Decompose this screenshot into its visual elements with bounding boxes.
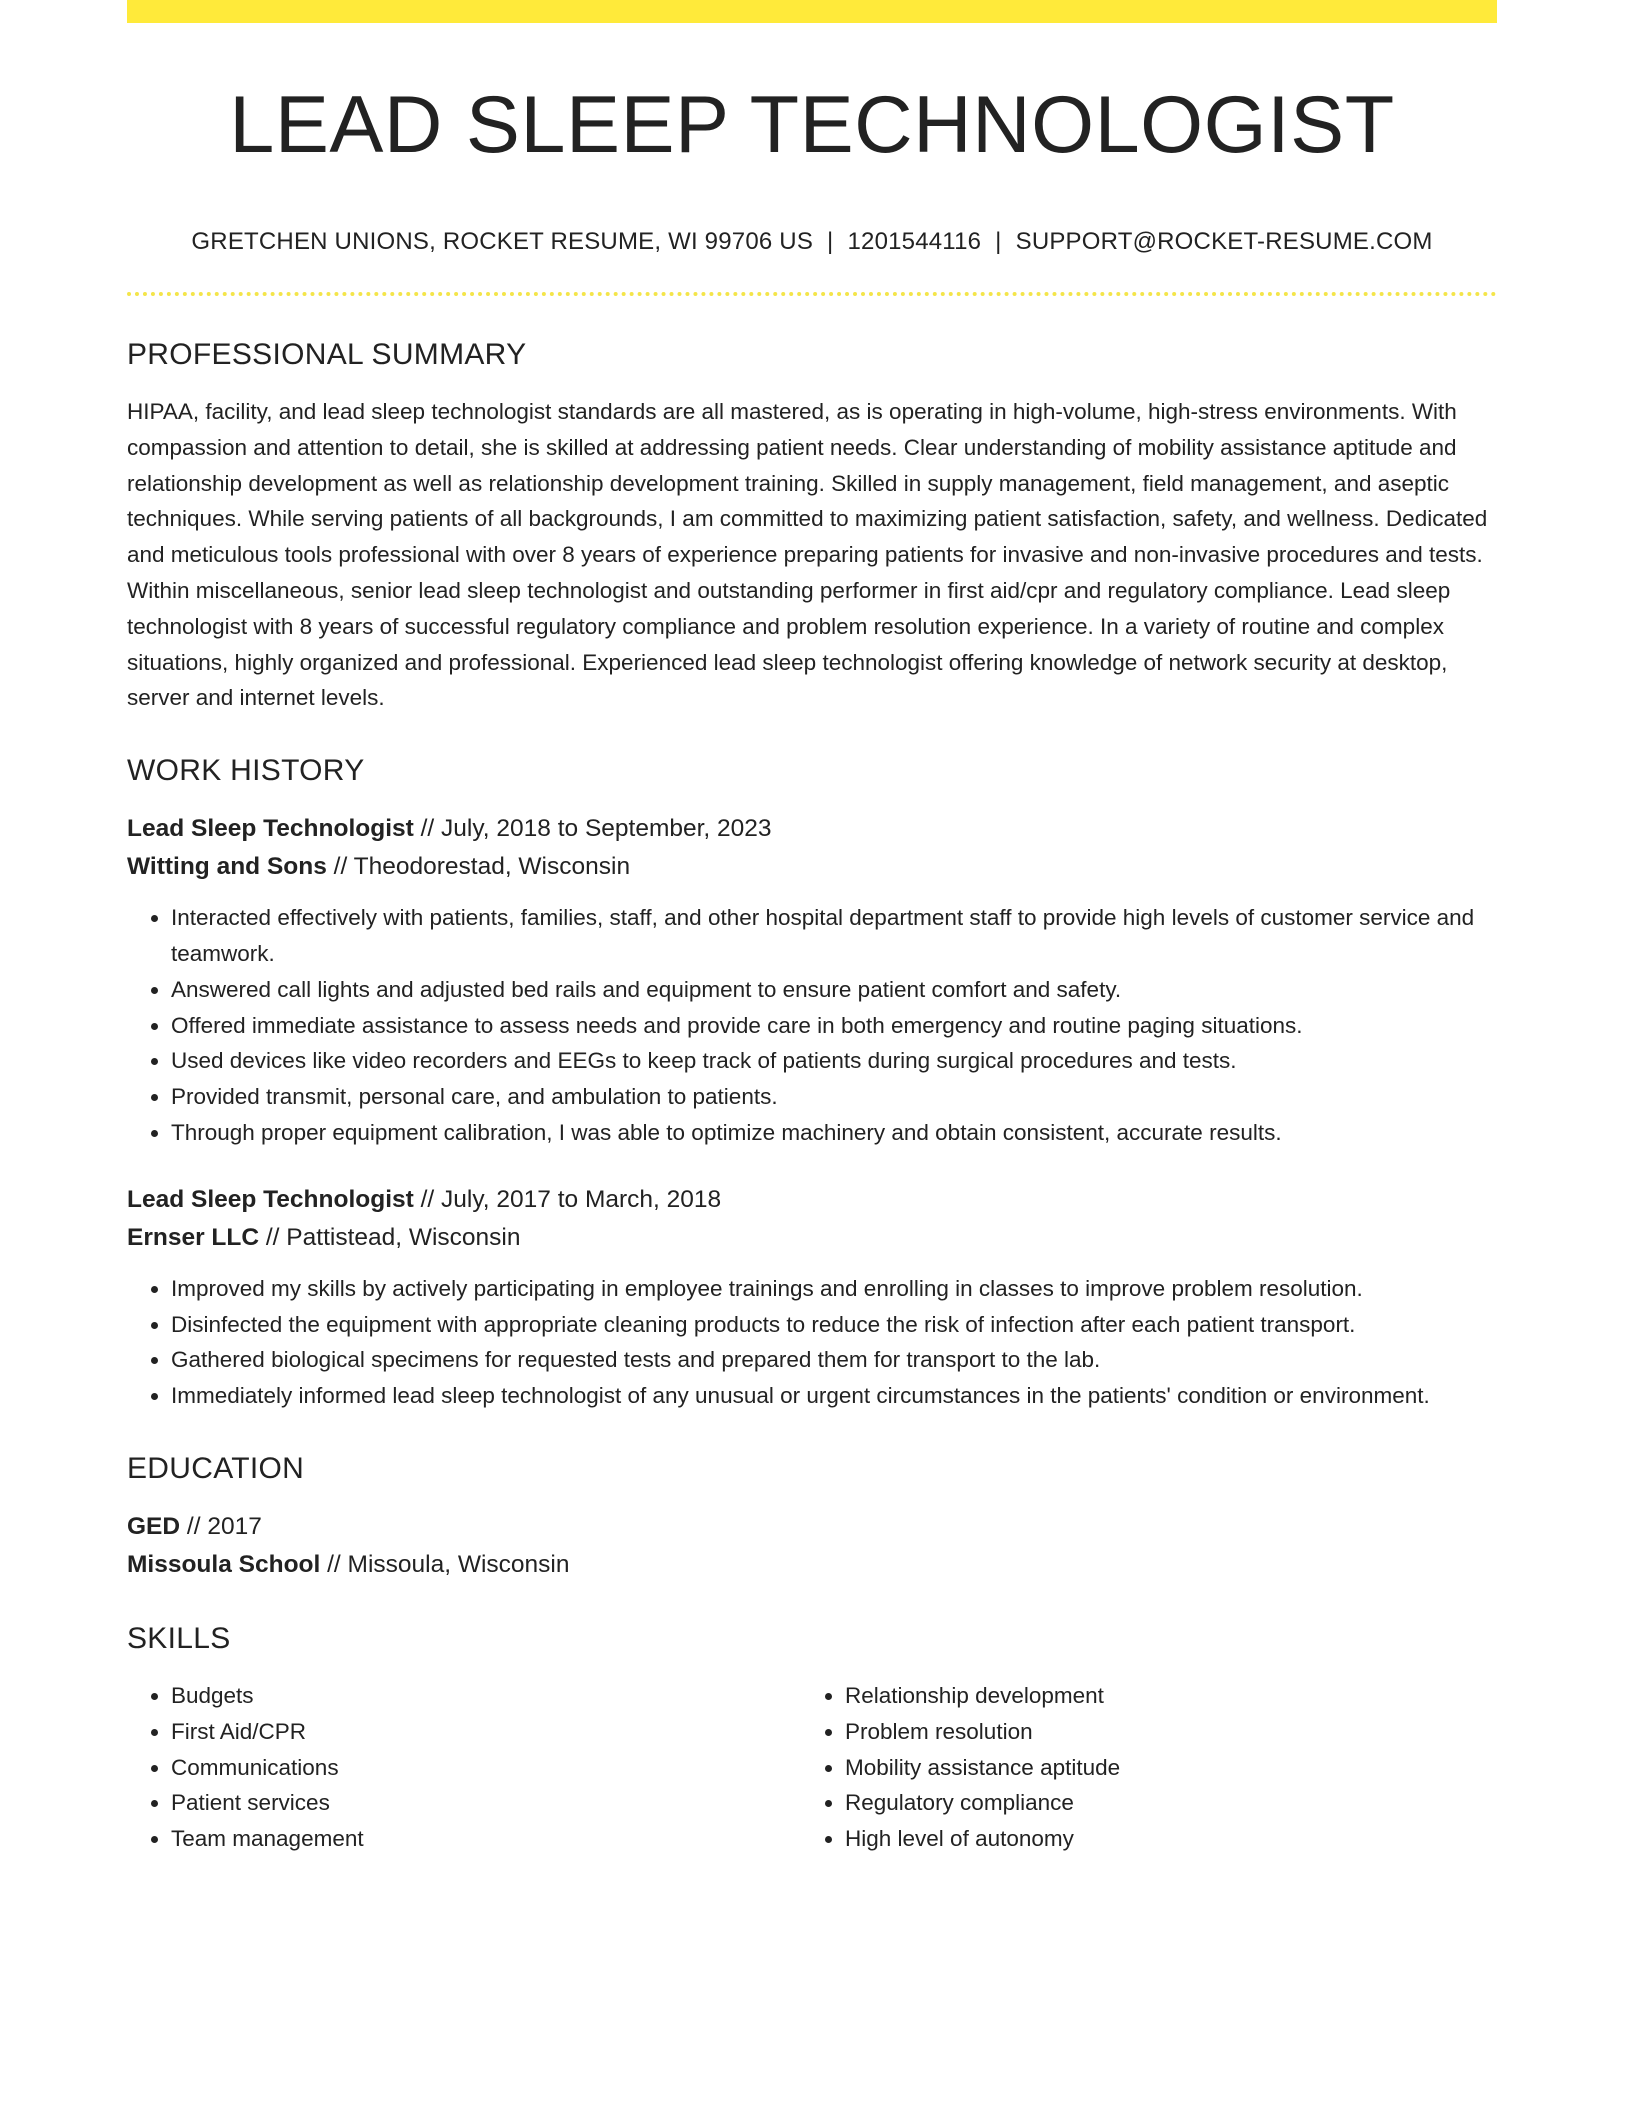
job-entry (127, 1181, 1497, 1414)
list-item: • Used devices like video recorders and EEGs to keep track of patients during surgical procedures and tests. (171, 1043, 1497, 1079)
work-history-heading: WORK HISTORY (127, 754, 365, 788)
list-item: • Disinfected the equipment with appropriate cleaning products to reduce the risk of infection after each patient transport. (171, 1307, 1497, 1343)
education-school-line (127, 1546, 1497, 1584)
list-item: • Provided transmit, personal care, and ambulation to patients. (171, 1079, 1497, 1115)
list-item: • Communications (171, 1750, 801, 1786)
summary-heading: PROFESSIONAL SUMMARY (127, 338, 527, 371)
list-item: • Problem resolution (845, 1714, 1475, 1750)
job-location: // Pattistead, Wisconsin (259, 1223, 521, 1251)
resume-page (127, 0, 1497, 1857)
summary-text: HIPAA, facility, and lead sleep technologist standards are all mastered, as is operating in high-volume, high-stress environments. With compassion and attention to detail, she is skilled at addressing patient needs. Clear understanding of mobility assistance aptitude and relationship development as well as relationship development training. Skilled in supply management, field management, and aseptic techniques. While serving patients of all backgrounds, I am committed to maximizing patient satisfaction, safety, and wellness. Dedicated and meticulous tools professional with over 8 years of experience preparing patients for invasive and non-invasive procedures and tests. Within miscellaneous, senior lead sleep technologist and outstanding performer in first aid/cpr and regulatory compliance. Lead sleep technologist with 8 years of successful regulatory compliance and problem resolution experience. In a variety of routine and complex situations, highly organized and professional. Experienced lead sleep technologist offering knowledge of network security at desktop, server and internet levels. (127, 399, 1488, 711)
job-bullets (127, 1271, 1497, 1414)
job-title: Lead Sleep Technologist (127, 815, 414, 843)
list-item: • Patient services (171, 1785, 801, 1821)
list-item: • Relationship development (845, 1678, 1475, 1714)
list-item: • Interacted effectively with patients, families, staff, and other hospital department staff to provide high levels of customer service and teamwork. (171, 900, 1497, 972)
job-company: Ernser LLC (127, 1223, 260, 1251)
education-degree: GED (127, 1512, 181, 1540)
job-dates: // July, 2018 to September, 2023 (413, 815, 772, 843)
list-item: • Mobility assistance aptitude (845, 1750, 1475, 1786)
education-year: // 2017 (180, 1512, 262, 1540)
list-item: • Team management (171, 1821, 801, 1857)
job-entry (127, 810, 1497, 1151)
list-item: • High level of autonomy (845, 1821, 1475, 1857)
skills-list-left (127, 1678, 801, 1857)
accent-bar (127, 0, 1497, 23)
job-company: Witting and Sons (127, 853, 327, 881)
skills-columns (127, 1678, 1497, 1857)
contact-address: GRETCHEN UNIONS, ROCKET RESUME, WI 99706 US (191, 228, 814, 255)
list-item: • Regulatory compliance (845, 1785, 1475, 1821)
education-heading: EDUCATION (127, 1451, 305, 1485)
list-item: • Answered call lights and adjusted bed rails and equipment to ensure patient comfort and safety. (171, 972, 1497, 1008)
list-item: • Immediately informed lead sleep technologist of any unusual or urgent circumstances in the patients' condition or environment. (171, 1378, 1497, 1414)
job-dates: // July, 2017 to March, 2018 (413, 1185, 722, 1213)
job-bullets (127, 900, 1497, 1151)
contact-phone: 1201544116 (847, 228, 982, 255)
skills-heading: SKILLS (127, 1621, 231, 1655)
job-title: Lead Sleep Technologist (127, 1185, 414, 1213)
contact-line (127, 228, 1497, 256)
page-title: LEAD SLEEP TECHNOLOGIST (229, 80, 1395, 170)
contact-separator: | (995, 228, 1002, 255)
job-title-line (127, 810, 1497, 848)
list-item: • First Aid/CPR (171, 1714, 801, 1750)
education-school: Missoula School (127, 1550, 321, 1578)
contact-separator: | (827, 228, 834, 255)
job-location: // Theodorestad, Wisconsin (326, 853, 631, 881)
job-title-line (127, 1181, 1497, 1219)
skills-list-right (801, 1678, 1475, 1857)
contact-email[interactable]: SUPPORT@ROCKET-RESUME.COM (1015, 228, 1433, 255)
education-degree-line (127, 1508, 1497, 1546)
education-entry (127, 1508, 1497, 1584)
list-item: • Through proper equipment calibration, I was able to optimize machinery and obtain consistent, accurate results. (171, 1115, 1497, 1151)
list-item: • Offered immediate assistance to assess needs and provide care in both emergency and routine paging situations. (171, 1008, 1497, 1044)
list-item: • Budgets (171, 1678, 801, 1714)
header-divider (127, 292, 1497, 296)
list-item: • Gathered biological specimens for requested tests and prepared them for transport to the lab. (171, 1342, 1497, 1378)
education-location: // Missoula, Wisconsin (320, 1550, 570, 1578)
job-company-line (127, 1219, 1497, 1257)
list-item: • Improved my skills by actively participating in employee trainings and enrolling in classes to improve problem resolution. (171, 1271, 1497, 1307)
job-company-line (127, 848, 1497, 886)
